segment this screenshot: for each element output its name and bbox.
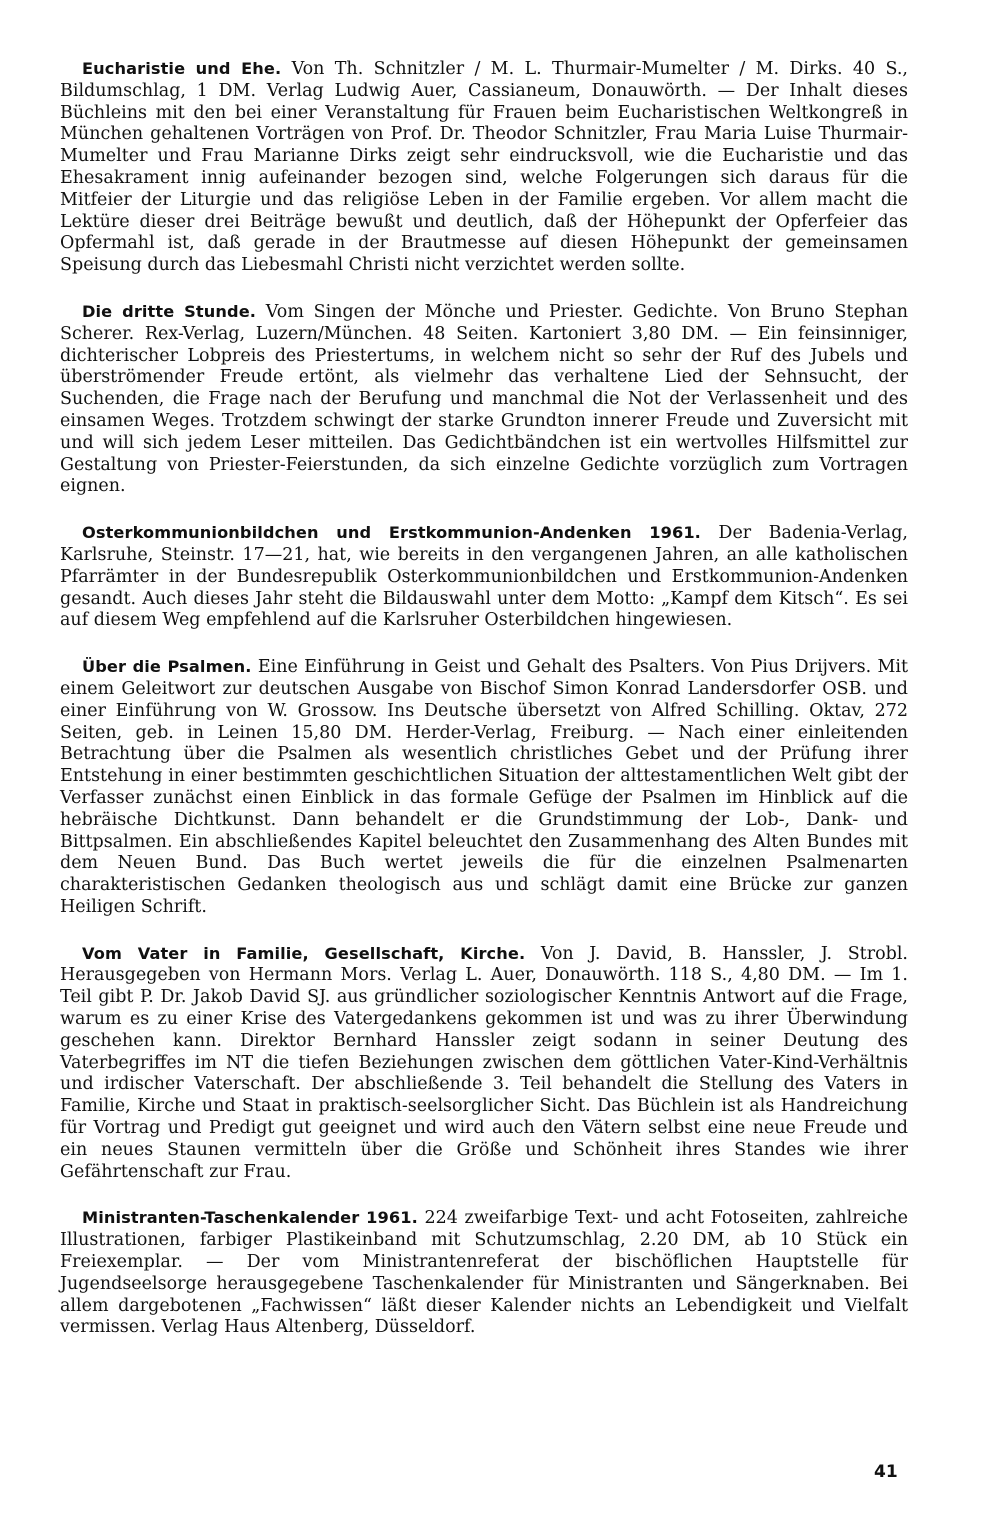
entry-title: Ministranten-Taschenkalender 1961. bbox=[82, 1208, 418, 1228]
review-entry-osterkommunion bbox=[60, 522, 908, 632]
entry-body: Eine Einführung in Geist und Gehalt des Psalters. Von Pius Drijvers. Mit einem Geleitwort zur deutschen Ausgabe von Bischof Simon Konrad Landersdorfer OSB. und einer Einführung von W. Grossow. Ins Deutsche übersetzt von Alfred Schilling. Oktav, 272 Seiten, geb. in Leinen 15,80 DM. Herder-Verlag, Freiburg. — Nach einer einleitenden Betrachtung über die Psalmen als wesentlich christliches Gebet und der Prüfung ihrer Entstehung in einer bestimmten geschichtlichen Situation der alttestamentlichen Welt gibt der Verfasser zunächst einen Einblick in das formale Gefüge der Psalmen im Hinblick auf die hebräische Dichtkunst. Dann behandelt er die Grundstimmung der Lob-, Dank- und Bittpsalmen. Ein abschließendes Kapitel beleuchtet den Zusammenhang des Alten Bundes mit dem Neuen Bund. Das Buch wertet jeweils die für die einzelnen Psalmenarten charakteristischen Gedanken theologisch aus und schlägt damit eine Brücke zur ganzen Heiligen Schrift. bbox=[60, 657, 908, 917]
entry-title: Die dritte Stunde. bbox=[82, 301, 257, 321]
review-entry-vater bbox=[60, 943, 908, 1184]
entry-body: Von J. David, B. Hanssler, J. Strobl. Herausgegeben von Hermann Mors. Verlag L. Auer, Donauwörth. 118 S., 4,80 DM. — Im 1. Teil gibt P. Dr. Jakob David SJ. aus gründlicher soziologischer Kenntnis Antwort auf die Frage, warum es zu einer Krise des Vatergedankens gekommen ist und was zu ihrer Überwindung geschehen kann. Direktor Bernhard Hanssler zeigt sodann in seiner Deutung des Vaterbegriffes im NT die tiefen Beziehungen zwischen dem göttlichen Vater-Kind-Verhältnis und irdischer Vaterschaft. Der abschließende 3. Teil behandelt die Stellung des Vaters in Familie, Kirche und Staat in praktisch-seelsorglicher Sicht. Das Büchlein ist als Handreichung für Vortrag und Predigt gut geeignet und wird auch den Vätern selbst eine neue Freude und ein neues Staunen vermitteln über die Größe und Schönheit ihres Standes wie ihrer Gefährtenschaft zur Frau. bbox=[60, 943, 908, 1182]
review-entry-psalmen bbox=[60, 656, 908, 919]
entry-body: Vom Singen der Mönche und Priester. Gedichte. Von Bruno Stephan Scherer. Rex-Verlag, Luzern/München. 48 Seiten. Kartoniert 3,80 DM. — Ein feinsinniger, dichterischer Lobpreis des Priestertums, in welchem nicht so sehr der Ruf des Jubels und überströmender Freude ertönt, als vielmehr das verhaltene Lied der Sehnsucht, der Suchenden, die Frage nach der Berufung und manchmal die Not der Verlassenheit und des einsamen Weges. Trotzdem schwingt der starke Grundton innerer Freude und Zuversicht mit und will sich jedem Leser mitteilen. Das Gedichtbändchen ist ein wertvolles Hilfsmittel zur Gestaltung von Priester-Feierstunden, da sich einzelne Gedichte vorzüglich zum Vortragen eignen. bbox=[60, 301, 908, 497]
review-entry-ministranten bbox=[60, 1207, 908, 1339]
entry-title: Eucharistie und Ehe. bbox=[82, 59, 282, 78]
entry-title: Vom Vater in Familie, Gesellschaft, Kirche. bbox=[82, 943, 526, 963]
review-entry-dritte-stunde bbox=[60, 301, 908, 498]
entry-body: Der Badenia-Verlag, Karlsruhe, Steinstr. 17—21, hat, wie bereits in den vergangenen Jahren, an alle katholischen Pfarrämter in der Bundesrepublik Osterkommunionbildchen und Erstkommunion-Andenken gesandt. Auch dieses Jahr steht die Bildauswahl unter dem Motto: „Kampf dem Kitsch“. Es sei auf diesem Weg empfehlend auf die Karlsruher Osterbildchen hingewiesen. bbox=[60, 523, 908, 631]
page-number: 41 bbox=[874, 1462, 898, 1482]
entry-title: Über die Psalmen. bbox=[82, 657, 252, 677]
review-entry-eucharistie bbox=[60, 58, 908, 277]
review-column bbox=[60, 58, 908, 1363]
entry-body: Von Th. Schnitzler / M. L. Thurmair-Mumelter / M. Dirks. 40 S., Bildumschlag, 1 DM. Verlag Ludwig Auer, Cassianeum, Donauwörth. — Der Inhalt dieses Büchleins mit den bei einer Veranstaltung für Frauen beim Eucharistischen Weltkongreß in München gehaltenen Vorträgen von Prof. Dr. Theodor Schnitzler, Frau Maria Luise Thurmair-Mumelter und Frau Marianne Dirks zeigt sehr eindrucksvoll, wie die Eucharistie und das Ehesakrament innig aufeinander bezogen sind, welche Folgerungen sich daraus für die Mitfeier der Liturgie und das religiöse Leben in der Familie ergeben. Vor allem macht die Lektüre dieser drei Beiträge bewußt und deutlich, daß der Höhepunkt der Opferfeier das Opfermahl ist, daß gerade in der Brautmesse auf diesen Höhepunkt der gemeinsamen Speisung durch das Liebesmahl Christi nicht verzichtet werden sollte. bbox=[60, 59, 908, 276]
entry-body: 224 zweifarbige Text- und acht Fotoseiten, zahlreiche Illustrationen, farbiger Plastikeinband mit Schutzumschlag, 2.20 DM, ab 10 Stück ein Freiexemplar. — Der vom Ministrantenreferat der bischöflichen Hauptstelle für Jugendseelsorge herausgegebene Taschenkalender für Ministranten und Sängerknaben. Bei allem dargebotenen „Fachwissen“ läßt dieser Kalender nichts an Lebendigkeit und Vielfalt vermissen. Verlag Haus Altenberg, Düsseldorf. bbox=[60, 1208, 908, 1338]
entry-title: Osterkommunionbildchen und Erstkommunion-Andenken 1961. bbox=[82, 523, 701, 543]
